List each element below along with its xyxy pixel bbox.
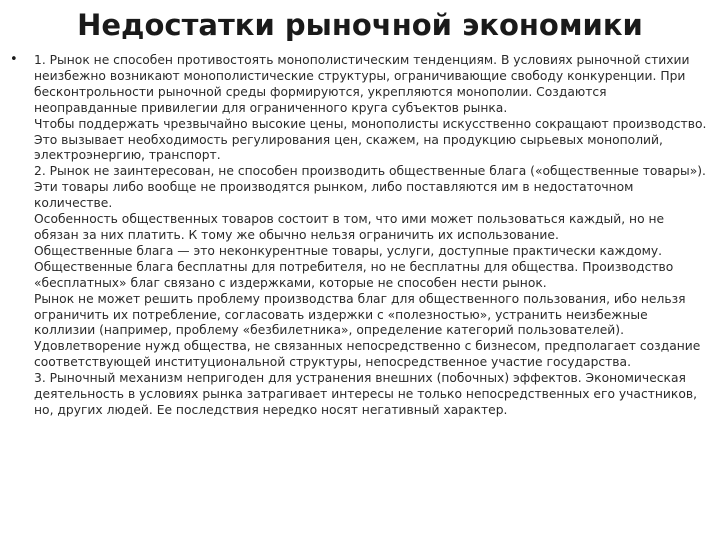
paragraph-public-goods-definition: Общественные блага — это неконкурентные товары, услуги, доступные практически каждому. Общественные блага бесплатны для потребителя, но не бесплатны для общества. Производство «бесплатных» благ связано с издержками, которые не способен нести рынок.: [34, 243, 674, 290]
paragraph-market-limits: Рынок не может решить проблему производства благ для общественного пользования, ибо нельзя ограничить их потребление, согласовать издержки с «полезностью», устранить неизбежные коллизии (например, проблему «безбилетника», определение категорий пользователей). Удовлетворение нужд общества, не связанных непосредственно с бизнесом, предполагает создание соответствующей институциональной структуры, непосредственное участие государства.: [34, 291, 701, 370]
bullet-marker: •: [10, 52, 18, 67]
paragraph-public-goods-feature: Особенность общественных товаров состоит в том, что ими может пользоваться каждый, но не обязан за них платить. К тому же обычно нельзя ограничить их использование.: [34, 212, 665, 242]
paragraph-public-goods: 2. Рынок не заинтересован, не способен производить общественные блага («общественные товары»). Эти товары либо вообще не производятся рынком, либо поставляются им в недостаточном количестве.: [34, 164, 706, 211]
paragraph-monopoly: 1. Рынок не способен противостоять монополистическим тенденциям. В условиях рыночной стихии неизбежно возникают монополистические структуры, ограничивающие свободу конкуренции. При бесконтрольности рыночной среды формируются, укрепляются монополии. Создаются неоправданные привилегии для ограниченного круга субъектов рынка.: [34, 53, 690, 115]
paragraph-price-regulation: Чтобы поддержать чрезвычайно высокие цены, монополисты искусственно сокращают производство. Это вызывает необходимость регулирования цен, скажем, на продукцию сырьевых монополий, электроэнергию, транспорт.: [34, 116, 707, 163]
slide-title: Недостатки рыночной экономики: [77, 8, 643, 42]
slide-body: [34, 53, 708, 419]
paragraph-externalities: 3. Рыночный механизм непригоден для устранения внешних (побочных) эффектов. Экономическая деятельность в условиях рынка затрагивает интересы не только непосредственных его участников, но, других людей. Ее последствия нередко носят негативный характер.: [34, 371, 698, 417]
